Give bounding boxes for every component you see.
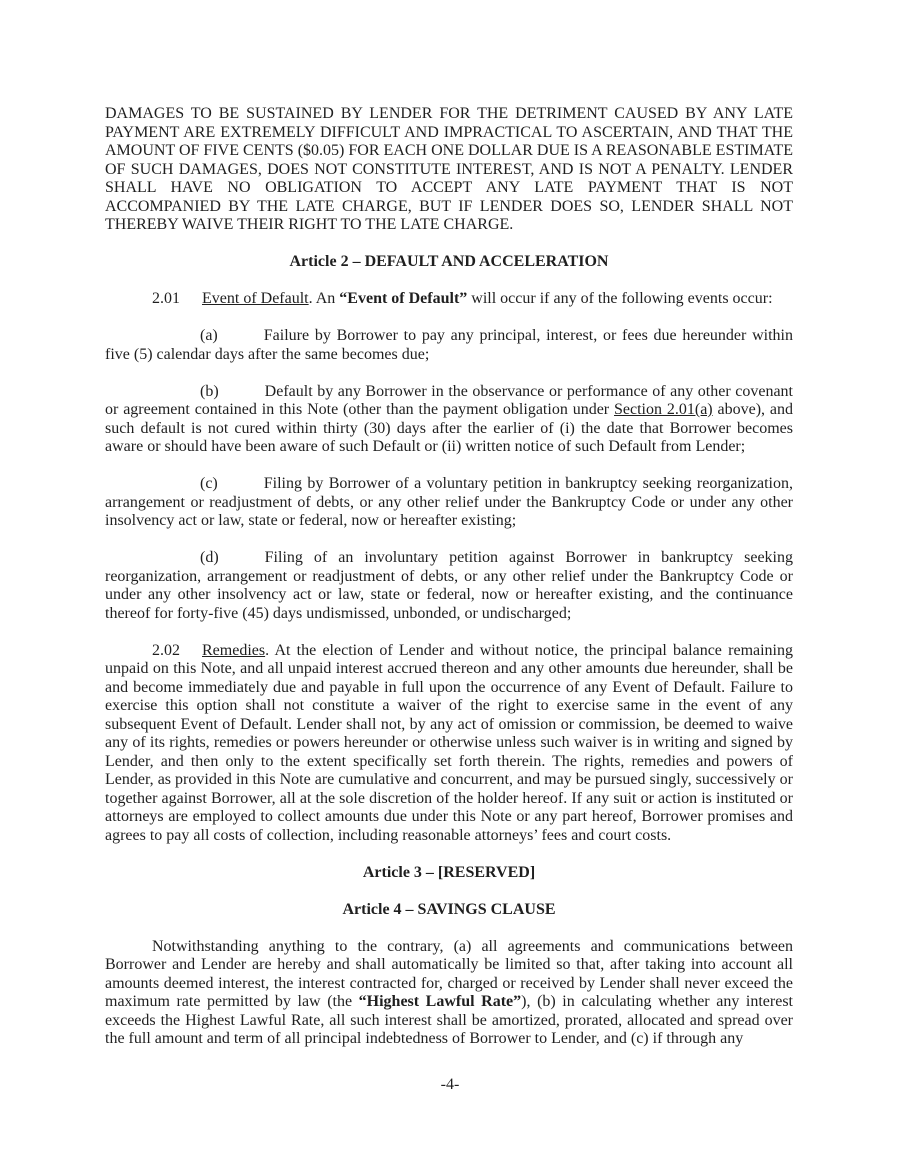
section-2-01-paragraph [105,290,793,309]
subparagraph-b-text: Default by any Borrower in the observance or performance of any other covenant or agreement contained in this Note (other than the payment obligation under [105,382,793,418]
subparagraph-b [105,383,793,457]
subparagraph-a-label: (a) [200,327,218,344]
subparagraph-b-text-after: above), and such default is not cured within thirty (30) days after the earlier of (i) the date that Borrower becomes aware or should have been aware of such Default or (ii) written notice of such Default from Lender; [105,401,794,455]
section-2-02-paragraph [105,642,793,846]
article-2-heading [105,253,793,272]
page-number-text: -4- [440,1076,460,1093]
article-3-heading-text: Article 3 – [RESERVED] [362,863,536,881]
subparagraph-b-label: (b) [200,382,219,400]
subparagraph-d-label: (d) [200,549,219,566]
section-2-01-number: 2.01 [152,290,180,307]
section-2-01-rest: will occur if any of the following events occur: [467,290,773,307]
article-4-heading [105,901,793,920]
subparagraph-a-text: Failure by Borrower to pay any principal, interest, or fees due hereunder within five (5) calendar days after the same becomes due; [105,327,793,363]
highest-lawful-rate-defined-term: “Highest Lawful Rate” [358,993,522,1010]
savings-clause-paragraph [105,938,793,1049]
page-number [0,1076,900,1095]
section-2-02-title: Remedies [202,641,266,659]
late-charge-text: DAMAGES TO BE SUSTAINED BY LENDER FOR THE DETRIMENT CAUSED BY ANY LATE PAYMENT ARE EXTREMELY DIFFICULT AND IMPRACTICAL TO ASCERTAIN, AND THAT THE AMOUNT OF FIVE CENTS ($0.05) FOR EACH ONE DOLLAR DUE IS A REASONABLE ESTIMATE OF SUCH DAMAGES, DOES NOT CONSTITUTE INTEREST, AND IS NOT A PENALTY. LENDER SHALL HAVE NO OBLIGATION TO ACCEPT ANY LATE PAYMENT THAT IS NOT ACCOMPANIED BY THE LATE CHARGE, BUT IF LENDER DOES SO, LENDER SHALL NOT THEREBY WAIVE THEIR RIGHT TO THE LATE CHARGE. [105,105,793,233]
subparagraph-c-text: Filing by Borrower of a voluntary petition in bankruptcy seeking reorganization, arrangement or readjustment of debts, or any other relief under the Bankruptcy Code or under any other insolvency act or law, state or federal, now or hereafter existing; [105,475,793,529]
section-2-01-title: Event of Default [202,290,309,307]
event-of-default-defined-term: “Event of Default” [339,290,468,307]
subparagraph-c-label: (c) [200,475,218,492]
subparagraph-d [105,549,793,623]
late-charge-paragraph [105,105,793,235]
article-4-heading-text: Article 4 – SAVINGS CLAUSE [342,900,556,918]
savings-clause-text: Notwithstanding anything to the contrary, (a) all agreements and communications between Borrower and Lender are hereby and shall automatically be limited so that, after taking into account all amounts deemed interest, the interest contracted for, charged or received by Lender shall never exceed the maximum rate permitted by law (the [105,937,793,1010]
subparagraph-a [105,327,793,364]
subparagraph-c [105,475,793,531]
section-2-01-text: . An [308,290,340,307]
article-3-heading [105,864,793,883]
article-2-heading-text: Article 2 – DEFAULT AND ACCELERATION [289,253,609,270]
savings-clause-text-after: ), (b) in calculating whether any interest exceeds the Highest Lawful Rate, all such interest shall be amortized, prorated, allocated and spread over the full amount and term of all principal indebtedness of Borrower to Lender, and (c) if through any [105,993,794,1047]
section-2-02-text: . At the election of Lender and without notice, the principal balance remaining unpaid on this Note, and all unpaid interest accrued thereon and any other amounts due hereunder, shall be and become immediately due and payable in full upon the occurrence of any Event of Default. Failure to exercise this option shall not constitute a waiver of the right to exercise same in the event of any subsequent Event of Default. Lender shall not, by any act of omission or commission, be deemed to waive any of its rights, remedies or powers hereunder or otherwise unless such waiver is in writing and signed by Lender, and then only to the extent specifically set forth therein. The rights, remedies and powers of Lender, as provided in this Note are cumulative and concurrent, and may be pursued singly, successively or together against Borrower, all at the sole discretion of the holder hereof. If any suit or action is instituted or attorneys are employed to collect amounts due under this Note or any part hereof, Borrower promises and agrees to pay all costs of collection, including reasonable attorneys’ fees and court costs. [105,641,793,844]
subparagraph-d-text: Filing of an involuntary petition against Borrower in bankruptcy seeking reorganization, arrangement or readjustment of debts, or any other relief under the Bankruptcy Code or under any other insolvency act or law, state or federal, now or hereafter existing, and the continuance thereof for forty-five (45) days undismissed, unbonded, or undischarged; [105,549,793,622]
section-2-02-number: 2.02 [152,641,180,659]
section-2-01a-reference: Section 2.01(a) [614,401,713,418]
